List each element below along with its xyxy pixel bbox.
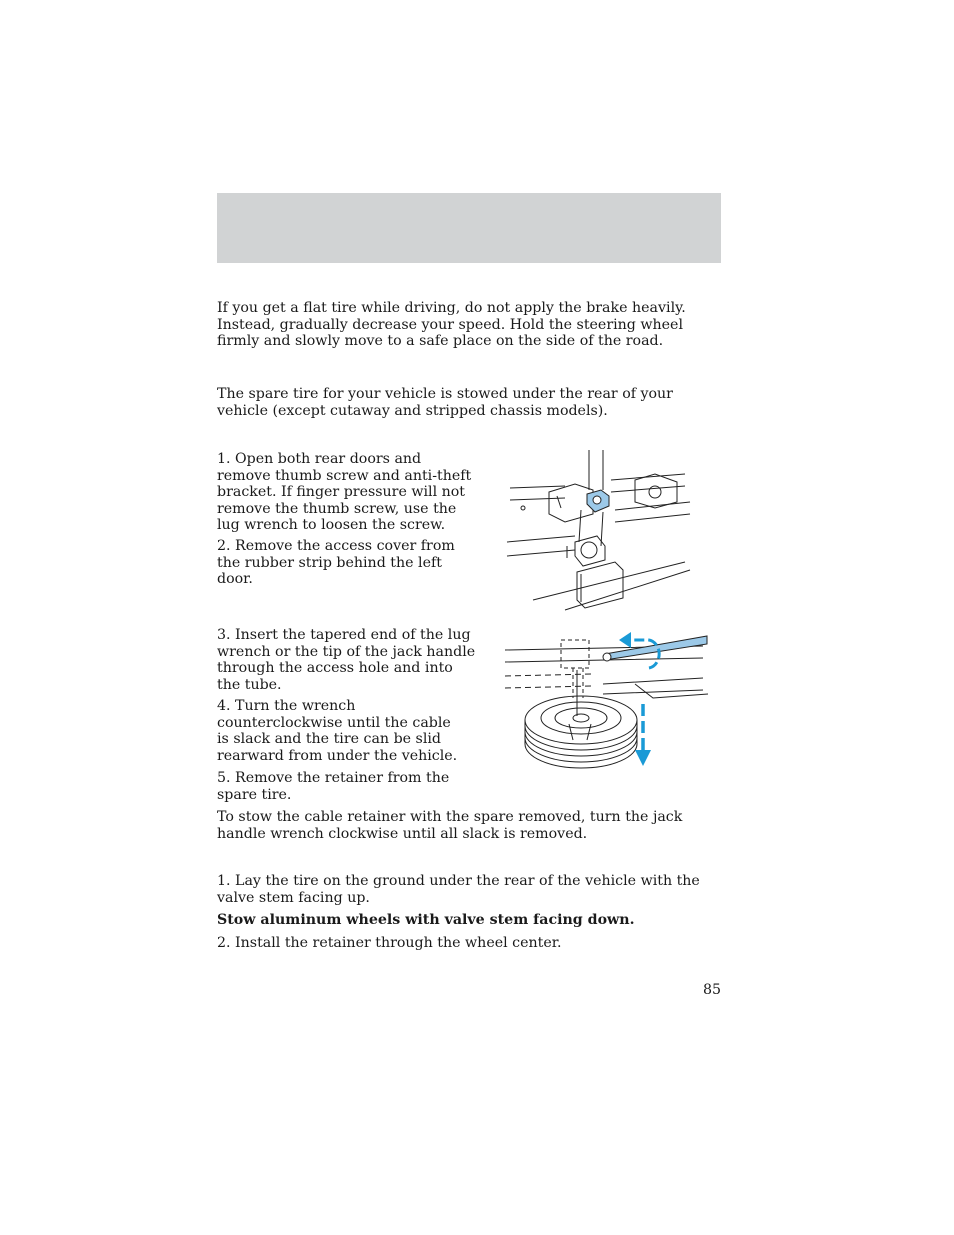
removal-step-1: 1. Open both rear doors and remove thumb screw and anti-theft bracket. If finger pressure will not remove the thumb screw, use the lug wrench to loosen the screw.	[217, 451, 472, 533]
spare-location-paragraph: The spare tire for your vehicle is stowed under the rear of your vehicle (except cutaway and stripped chassis models).	[217, 386, 673, 419]
stow-retainer-note: To stow the cable retainer with the spare removed, turn the jack handle wrench clockwise until all slack is removed.	[217, 809, 683, 842]
removal-step-3: 3. Insert the tapered end of the lug wrench or the tip of the jack handle through the access hole and into the tube.	[217, 627, 476, 693]
removal-step-5: 5. Remove the retainer from the spare tire.	[217, 770, 450, 803]
removal-step-4: 4. Turn the wrench counterclockwise until the cable is slack and the tire can be slid rearward from under the vehicle.	[217, 698, 458, 764]
aluminum-wheel-warning: Stow aluminum wheels with valve stem facing down.	[217, 912, 635, 928]
intro-paragraph: If you get a flat tire while driving, do not apply the brake heavily. Instead, gradually decrease your speed. Hold the steering wheel firmly and slowly move to a safe place on the side of the road.	[217, 300, 686, 349]
removal-step-2: 2. Remove the access cover from the rubber strip behind the left door.	[217, 538, 455, 587]
page-number: 85	[702, 982, 721, 998]
stowing-step-2: 2. Install the retainer through the wheel center.	[217, 935, 562, 951]
spare-tire-lowering-illustration	[503, 628, 713, 770]
stowing-step-1: 1. Lay the tire on the ground under the rear of the vehicle with the valve stem facing up.	[217, 873, 700, 906]
access-cover-illustration	[505, 450, 695, 615]
section-header-band	[217, 193, 721, 263]
